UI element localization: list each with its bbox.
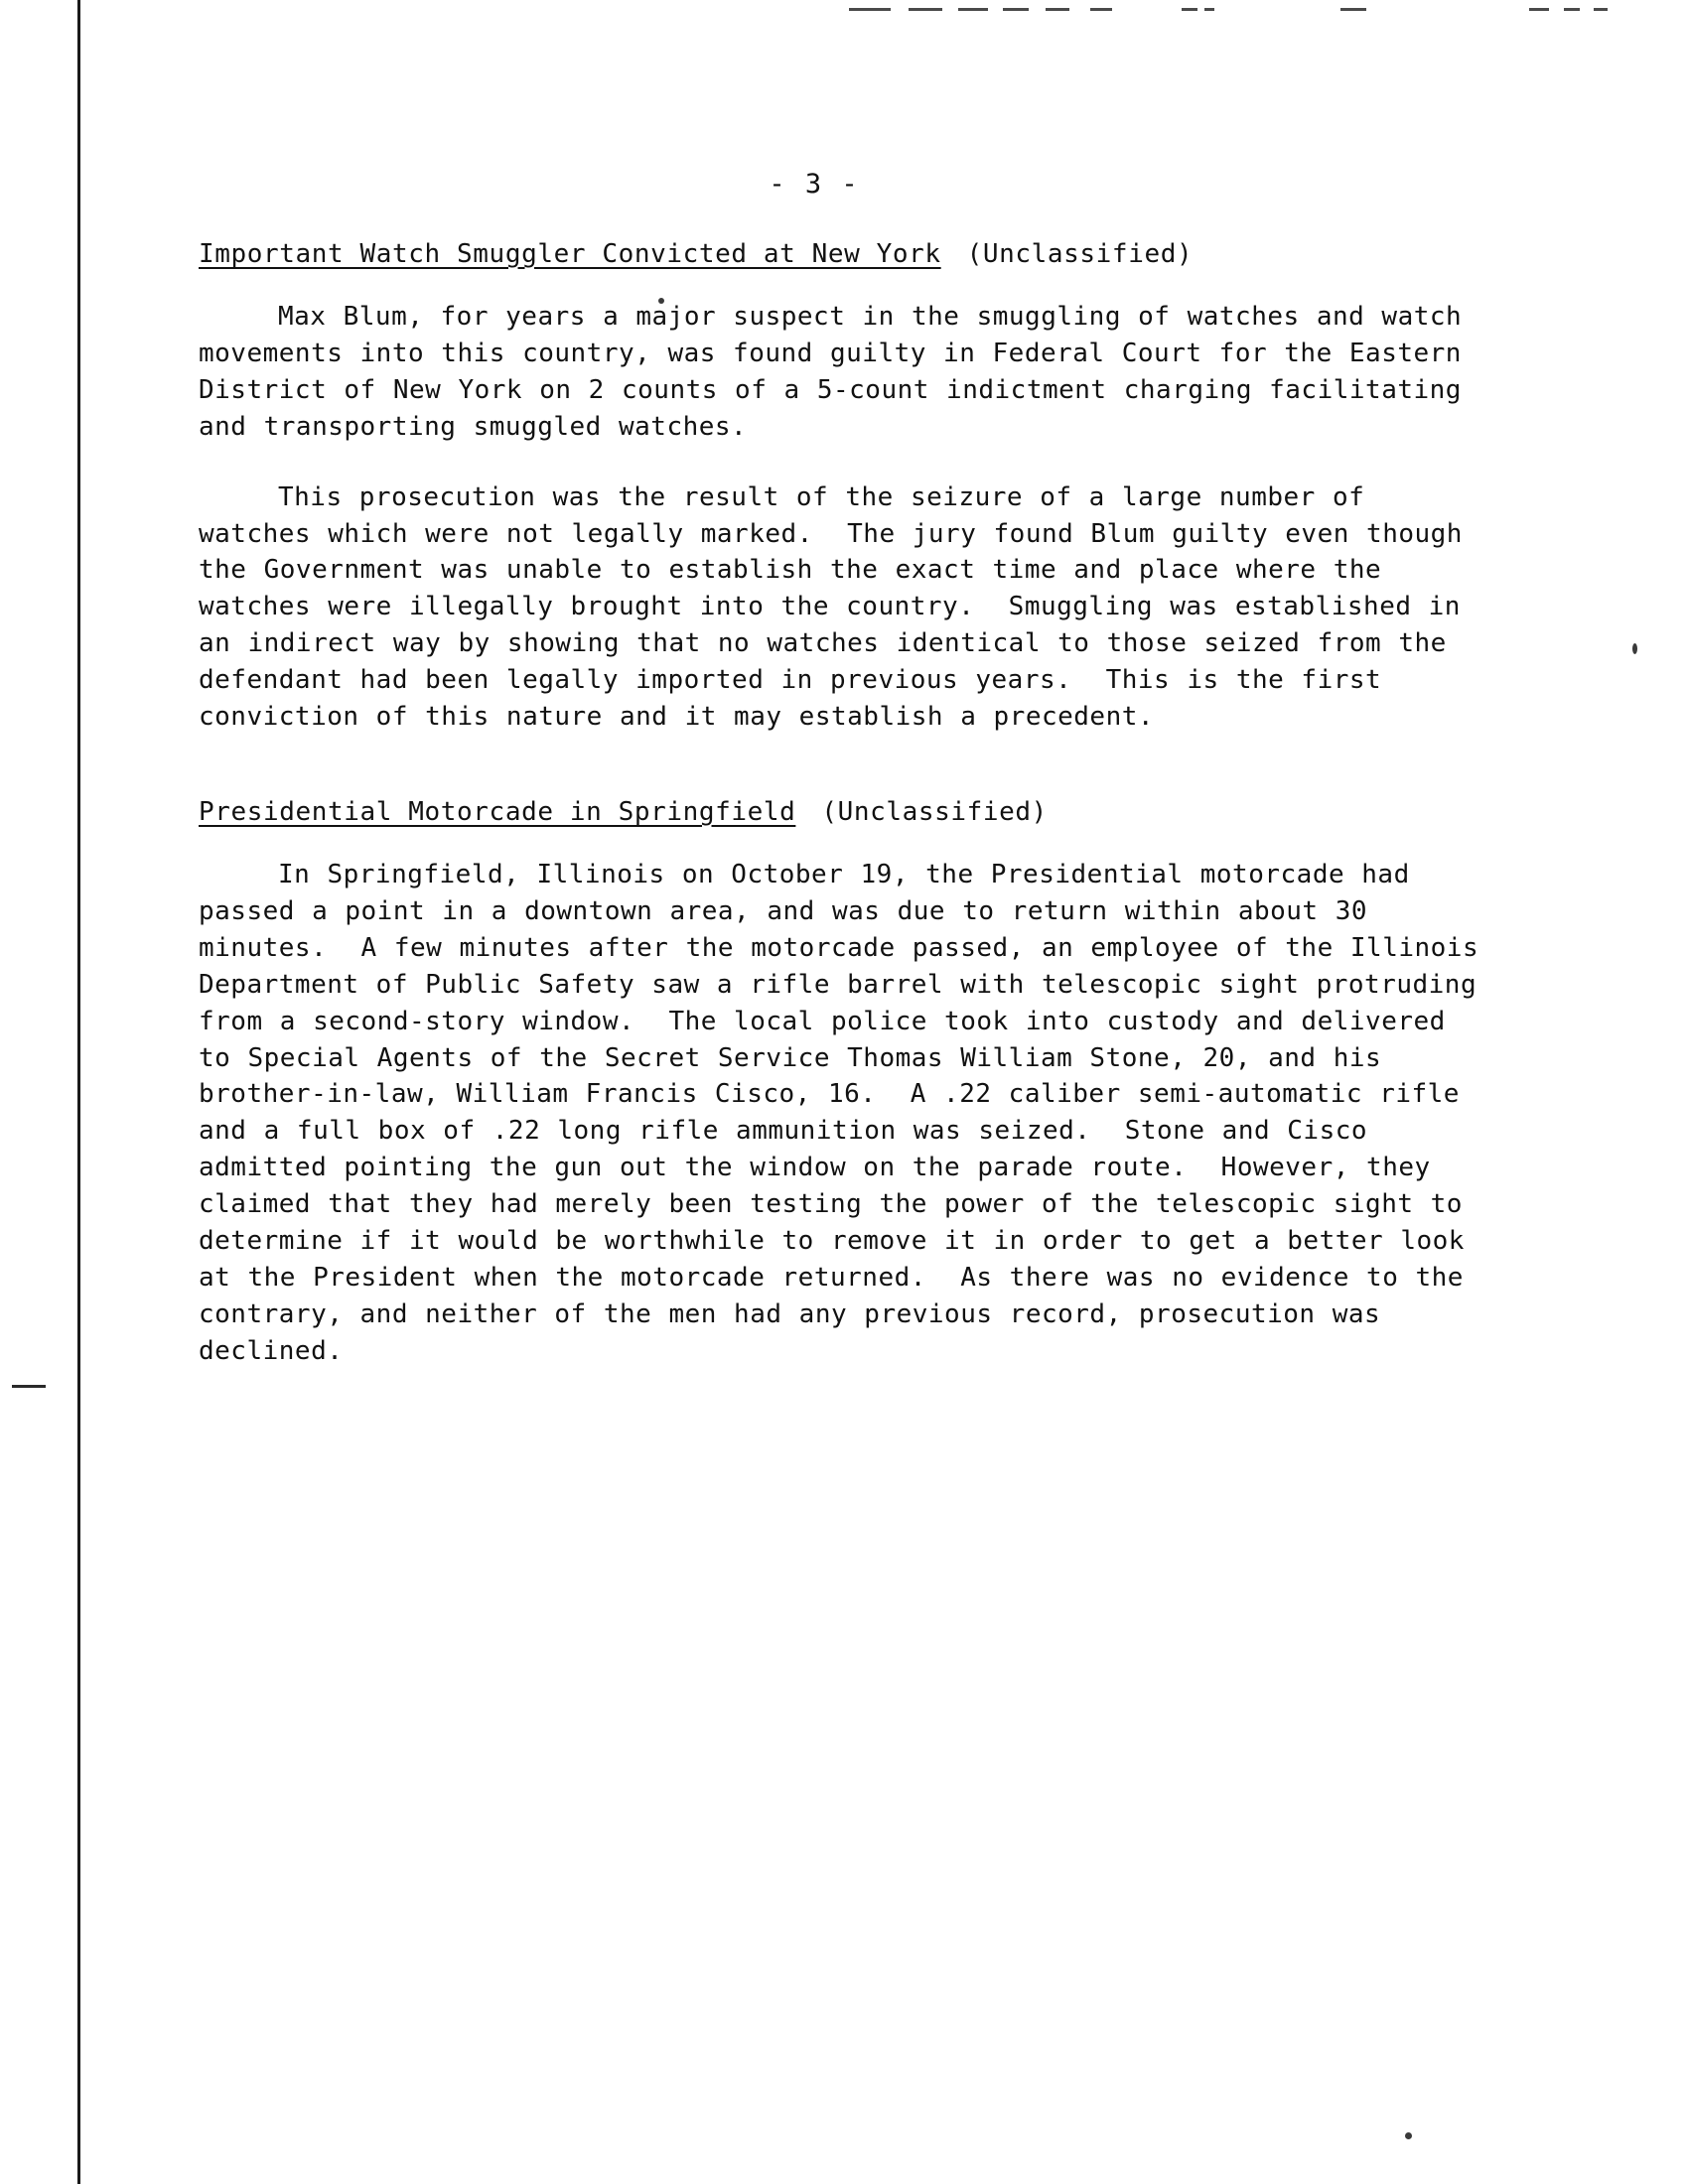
section-heading-title: Important Watch Smuggler Convicted at New York (199, 239, 941, 269)
section-watch-smuggler (199, 239, 1489, 736)
scan-artifact-dash (1529, 8, 1549, 11)
section-presidential-motorcade (199, 796, 1496, 1370)
paragraph: This prosecution was the result of the seizure of a large number of watches which were not legally marked. The jury found Blum guilty even though the Government was unable to establish the exact time and place where the watches were illegally brought into the country. Smuggling was established in an indirect way by showing that no watches identical to those seized from the defendant had been legally imported in previous years. This is the first conviction of this nature and it may establish a precedent. (199, 481, 1480, 733)
scan-speck (1405, 2132, 1412, 2139)
paragraph: Max Blum, for years a major suspect in the smuggling of watches and watch movements into this country, was found guilty in Federal Court for the Eastern District of New York on 2 counts of a 5-count indictment charging facilitating and transporting smuggled watches. (199, 302, 1479, 442)
scan-artifact-dash (1003, 8, 1029, 11)
scan-artifact-dash (1204, 8, 1214, 11)
scan-artifact-dash (1594, 8, 1608, 11)
scan-artifact-dash (909, 8, 942, 11)
scan-speck (1632, 643, 1637, 654)
scan-artifact-dash (1182, 8, 1197, 11)
scan-artifact-dash (1340, 8, 1366, 11)
scan-artifact-dash (1090, 8, 1112, 11)
section-heading (199, 797, 1489, 827)
section-heading (199, 239, 1489, 269)
page-binding-edge-line (77, 0, 80, 2184)
scan-artifact-dash (1046, 8, 1069, 11)
scan-artifact-dash (849, 8, 891, 11)
page-number: - 3 - (769, 169, 860, 200)
paragraph: In Springfield, Illinois on October 19, the Presidential motorcade had passed a point in a downtown area, and was due to return within about 30 minutes. A few minutes after the motorcade passed, an employee of the Illinois Department of Public Safety saw a rifle barrel with telescopic sight protruding from a second-story window. The local police took into custody and delivered to Special Agents of the Secret Service Thomas William Stone, 20, and his brother-in-law, William Francis Cisco, 16. A .22 caliber semi-automatic rifle and a full box of .22 long rifle ammunition was seized. Stone and Cisco admitted pointing the gun out the window on the parade route. However, they claimed that they had merely been testing the power of the telescopic sight to determine if it would be worthwhile to remove it in order to get a better look at the President when the motorcade returned. As there was no evidence to the contrary, and neither of the men had any previous record, prosecution was declined. (199, 859, 1496, 1366)
section-spacer (199, 769, 1489, 797)
page-edge-mark (12, 1385, 46, 1388)
section-heading-classification: (Unclassified) (966, 239, 1194, 269)
scan-artifact-dash (958, 8, 988, 11)
section-heading-classification: (Unclassified) (821, 796, 1048, 827)
document-body (199, 169, 1496, 1404)
scan-artifact-dash (1564, 8, 1580, 11)
section-heading-title: Presidential Motorcade in Springfield (199, 796, 796, 827)
